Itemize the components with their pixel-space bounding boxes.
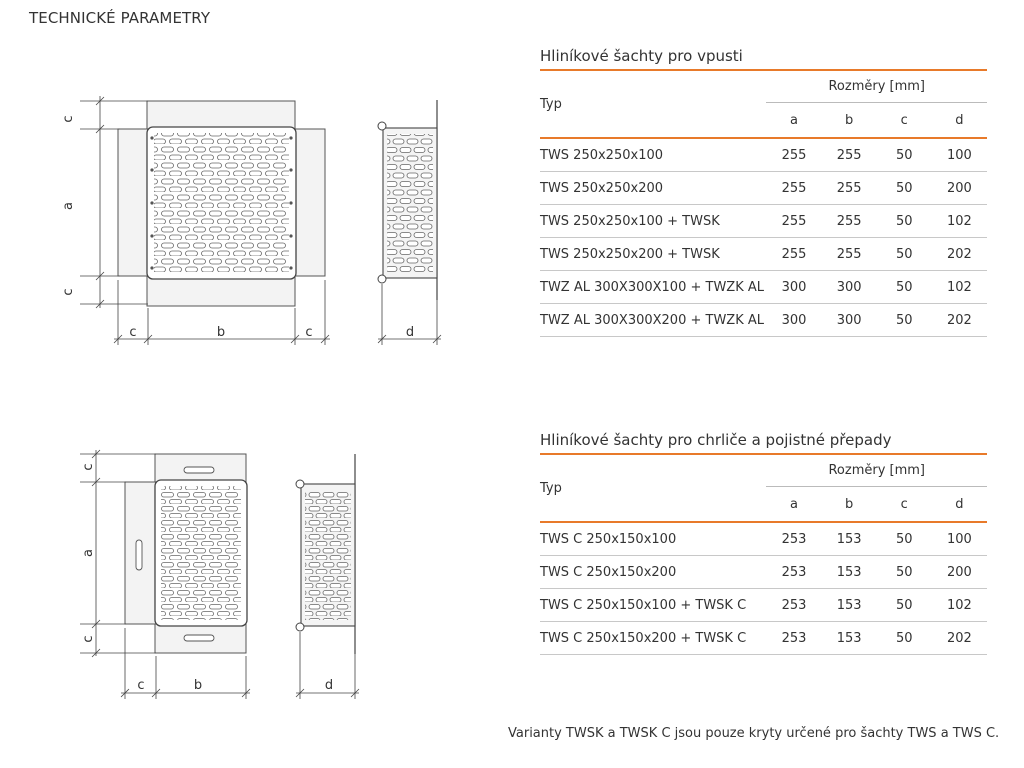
cell-c: 50 xyxy=(877,172,932,205)
cell-a: 255 xyxy=(766,172,821,205)
cell-d: 202 xyxy=(932,622,987,655)
cell-a: 253 xyxy=(766,556,821,589)
dims-header: Rozměry [mm] xyxy=(766,71,987,103)
dim-label-b: b xyxy=(216,325,226,340)
col-header-c: c xyxy=(877,103,932,139)
spec-table-drains xyxy=(540,47,987,337)
cell-c: 50 xyxy=(877,271,932,304)
footnote: Varianty TWSK a TWSK C jsou pouze kryty určené pro šachty TWS a TWS C. xyxy=(508,726,1000,741)
table-title: Hliníkové šachty pro chrliče a pojistné přepady xyxy=(540,431,892,449)
cell-type: TWS 250x250x200 xyxy=(540,172,766,205)
table-row xyxy=(540,589,987,622)
type-header: Typ xyxy=(540,455,766,522)
dim-label-c-bottom: c xyxy=(61,288,76,296)
cell-c: 50 xyxy=(877,589,932,622)
cell-a: 255 xyxy=(766,238,821,271)
dim2-label-a: a xyxy=(81,549,96,557)
table-row xyxy=(540,205,987,238)
dim-label-c-right: c xyxy=(305,325,313,340)
cell-type: TWZ AL 300X300X200 + TWZK AL xyxy=(540,304,766,337)
cell-a: 255 xyxy=(766,205,821,238)
cell-b: 153 xyxy=(822,622,877,655)
cell-b: 300 xyxy=(822,304,877,337)
cell-d: 202 xyxy=(932,304,987,337)
dimensions-table xyxy=(540,71,987,337)
cell-type: TWS 250x250x200 + TWSK xyxy=(540,238,766,271)
table-row xyxy=(540,138,987,172)
right-flange xyxy=(295,129,325,276)
square-shaft-drawing xyxy=(0,0,460,360)
cell-c: 50 xyxy=(877,622,932,655)
cell-type: TWZ AL 300X300X100 + TWZK AL xyxy=(540,271,766,304)
cell-b: 153 xyxy=(822,589,877,622)
cell-a: 300 xyxy=(766,271,821,304)
cell-d: 102 xyxy=(932,205,987,238)
cell-a: 253 xyxy=(766,522,821,556)
cell-b: 153 xyxy=(822,522,877,556)
dim2-label-b: b xyxy=(193,678,203,693)
left-flange xyxy=(118,129,148,276)
col-header-d: d xyxy=(932,487,987,523)
cell-b: 255 xyxy=(822,138,877,172)
cell-c: 50 xyxy=(877,138,932,172)
table-row xyxy=(540,304,987,337)
table-row xyxy=(540,522,987,556)
bottom-flange xyxy=(147,276,295,306)
cell-c: 50 xyxy=(877,304,932,337)
table-row xyxy=(540,238,987,271)
dim2-label-c: c xyxy=(137,678,145,693)
dim2-label-c-top: c xyxy=(81,463,96,471)
cell-b: 153 xyxy=(822,556,877,589)
dim2-label-c-bottom: c xyxy=(81,635,96,643)
col-header-b: b xyxy=(822,487,877,523)
cell-c: 50 xyxy=(877,205,932,238)
cell-c: 50 xyxy=(877,522,932,556)
perforation xyxy=(154,133,289,273)
rect-shaft-drawing xyxy=(0,440,460,700)
spec-table-spouts xyxy=(540,431,987,655)
cell-a: 253 xyxy=(766,589,821,622)
cell-d: 202 xyxy=(932,238,987,271)
cell-c: 50 xyxy=(877,238,932,271)
cell-b: 255 xyxy=(822,172,877,205)
cell-b: 300 xyxy=(822,271,877,304)
cell-b: 255 xyxy=(822,205,877,238)
cell-type: TWS C 250x150x200 + TWSK C xyxy=(540,622,766,655)
table-row xyxy=(540,556,987,589)
col-header-b: b xyxy=(822,103,877,139)
cell-a: 300 xyxy=(766,304,821,337)
cell-a: 253 xyxy=(766,622,821,655)
table-row xyxy=(540,271,987,304)
cell-type: TWS C 250x150x200 xyxy=(540,556,766,589)
col-header-c: c xyxy=(877,487,932,523)
dim2-label-d: d xyxy=(324,678,334,693)
cell-c: 50 xyxy=(877,556,932,589)
cell-d: 102 xyxy=(932,589,987,622)
cell-a: 255 xyxy=(766,138,821,172)
col-header-a: a xyxy=(766,103,821,139)
cell-b: 255 xyxy=(822,238,877,271)
dim-label-d: d xyxy=(405,325,415,340)
cell-type: TWS 250x250x100 + TWSK xyxy=(540,205,766,238)
dim-label-c-left: c xyxy=(129,325,137,340)
cell-type: TWS C 250x150x100 + TWSK C xyxy=(540,589,766,622)
cell-d: 200 xyxy=(932,556,987,589)
col-header-d: d xyxy=(932,103,987,139)
cell-d: 200 xyxy=(932,172,987,205)
top-flange xyxy=(147,101,295,129)
col-header-a: a xyxy=(766,487,821,523)
page-title: TECHNICKÉ PARAMETRY xyxy=(29,9,211,27)
cell-d: 102 xyxy=(932,271,987,304)
table-row xyxy=(540,172,987,205)
table-title: Hliníkové šachty pro vpusti xyxy=(540,47,743,65)
dims-header: Rozměry [mm] xyxy=(766,455,987,487)
cell-d: 100 xyxy=(932,138,987,172)
dim-label-c-top: c xyxy=(61,115,76,123)
dim-label-a: a xyxy=(61,202,76,210)
cell-d: 100 xyxy=(932,522,987,556)
dimensions-table xyxy=(540,455,987,655)
table-row xyxy=(540,622,987,655)
cell-type: TWS C 250x150x100 xyxy=(540,522,766,556)
cell-type: TWS 250x250x100 xyxy=(540,138,766,172)
type-header: Typ xyxy=(540,71,766,138)
